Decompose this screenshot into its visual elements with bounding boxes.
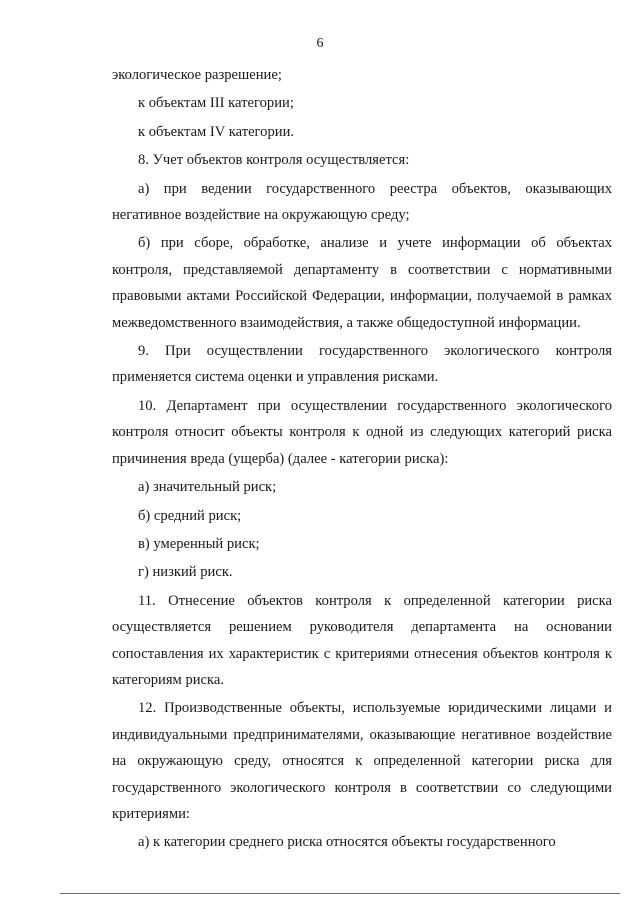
paragraph-item-8b: б) при сборе, обработке, анализе и учете информации об объектах контроля, представляемой департаменту в соответствии с нормативными правовыми актами Российской Федерации, информации, получаемой в рамках межведомственного взаимодействия, а также общедоступной информации.: [112, 235, 612, 331]
paragraph-category-4: к объектам IV категории.: [138, 123, 295, 140]
paragraph-risk-moderate: в) умеренный риск;: [138, 535, 260, 552]
page-number: 6: [316, 36, 324, 51]
paragraph-item-10: 10. Департамент при осуществлении государственного экологического контроля относит объекты контроля к одной из следующих категорий риска причинения вреда (ущерба) (далее - категории риска):: [112, 397, 612, 467]
paragraph-item-12: 12. Производственные объекты, используемые юридическими лицами и индивидуальными предпринимателями, оказывающие негативное воздействие на окружающую среду, относятся к определенной категории риска для государственного экологического контроля в соответствии со следующими критериями:: [112, 700, 612, 822]
paragraph-permit: экологическое разрешение;: [112, 67, 282, 83]
paragraph-item-8: 8. Учет объектов контроля осуществляется:: [138, 152, 410, 169]
paragraph-item-8a: а) при ведении государственного реестра объектов, оказывающих негативное воздействие на окружающую среду;: [112, 180, 612, 224]
paragraph-item-11: 11. Отнесение объектов контроля к определенной категории риска осуществляется решением руководителя департамента на основании сопоставления их характеристик с критериями отнесения объектов контроля к категориям риска.: [112, 592, 612, 688]
paragraph-item-12a: а) к категории среднего риска относятся объекты государственного: [138, 834, 556, 851]
paragraph-risk-low: г) низкий риск.: [138, 564, 233, 581]
paragraph-risk-significant: а) значительный риск;: [138, 479, 277, 496]
paragraph-category-3: к объектам III категории;: [138, 95, 294, 112]
paragraph-risk-medium: б) средний риск;: [138, 507, 242, 524]
bottom-divider: [60, 893, 620, 894]
document-body: [112, 62, 612, 856]
paragraph-item-9: 9. При осуществлении государственного экологического контроля применяется система оценки и управления рисками.: [112, 343, 612, 386]
